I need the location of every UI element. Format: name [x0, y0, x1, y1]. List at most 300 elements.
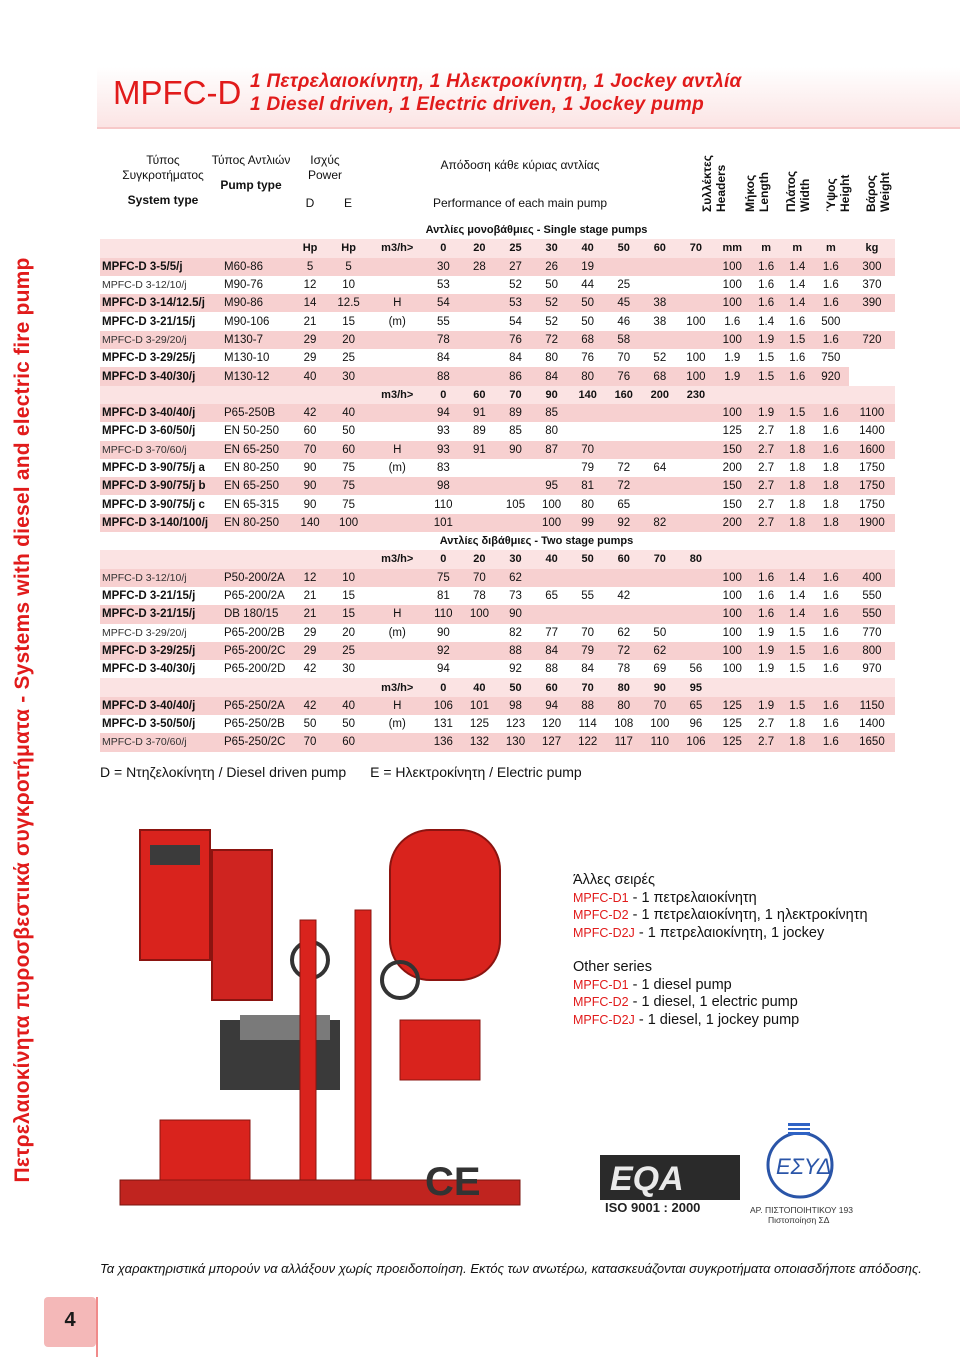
- table-cell: [642, 495, 678, 513]
- table-cell: 550: [849, 605, 895, 623]
- table-cell: 1.8: [782, 715, 813, 733]
- table-cell: 98: [497, 697, 533, 715]
- system-code: MPFC-D 3-29/20/j: [100, 624, 222, 642]
- table-cell: [461, 477, 497, 495]
- table-cell: 1.9: [714, 367, 751, 385]
- table-cell: 84: [534, 367, 570, 385]
- table-cell: 500: [813, 312, 849, 330]
- svg-text:EQA: EQA: [610, 1160, 684, 1198]
- pump-code: P65-200/2A: [222, 587, 292, 605]
- unit-cell: 60: [461, 386, 497, 404]
- system-type-en: System type: [127, 193, 199, 207]
- table-cell: 50: [328, 422, 369, 440]
- table-cell: 1.5: [782, 660, 813, 678]
- unit-cell: [782, 386, 813, 404]
- table-cell: [534, 569, 570, 587]
- unit-cell: 0: [425, 239, 461, 257]
- table-cell: 83: [425, 459, 461, 477]
- headers-col: [700, 155, 728, 212]
- table-cell: 91: [461, 404, 497, 422]
- table-row: [100, 331, 895, 349]
- table-cell: 40: [328, 404, 369, 422]
- table-cell: 150: [714, 495, 751, 513]
- unit-cell: m: [751, 239, 782, 257]
- table-cell: [534, 459, 570, 477]
- unit-cell: [782, 678, 813, 696]
- system-code: MPFC-D 3-70/60/j: [100, 733, 222, 751]
- table-cell: 123: [497, 715, 533, 733]
- unit-cell: [714, 678, 751, 696]
- table-cell: [678, 276, 714, 294]
- power-en: Power: [307, 168, 342, 182]
- pump-code: EN 80-250: [222, 459, 292, 477]
- pump-code: EN 50-250: [222, 422, 292, 440]
- table-cell: [461, 459, 497, 477]
- page-number-box: [44, 1297, 96, 1347]
- table-cell: [461, 349, 497, 367]
- table-cell: 62: [606, 624, 642, 642]
- table-cell: 52: [534, 312, 570, 330]
- table-cell: 45: [606, 294, 642, 312]
- table-cell: 96: [678, 715, 714, 733]
- unit-cell: [222, 678, 292, 696]
- top-band: [97, 0, 960, 70]
- table-cell: [369, 258, 425, 276]
- table-cell: 1.9: [751, 331, 782, 349]
- pump-code: M130-7: [222, 331, 292, 349]
- table-cell: 68: [570, 331, 606, 349]
- series-text: - 1 diesel pump: [628, 976, 732, 993]
- unit-cell: [100, 239, 222, 257]
- table-cell: 12: [292, 569, 328, 587]
- table-cell: 70: [642, 697, 678, 715]
- table-cell: [369, 477, 425, 495]
- table-cell: 1.8: [813, 514, 849, 532]
- table-cell: 81: [425, 587, 461, 605]
- performance-gr: Απόδοση κάθε κύριας αντλίας: [440, 158, 600, 172]
- table-cell: 68: [642, 367, 678, 385]
- unit-cell: 40: [570, 239, 606, 257]
- table-cell: [642, 404, 678, 422]
- series-gr-item: [573, 925, 868, 943]
- series-code: MPFC-D2J: [573, 925, 635, 940]
- table-cell: 70: [570, 624, 606, 642]
- unit-cell: 70: [497, 386, 533, 404]
- system-code: MPFC-D 3-60/50/j: [100, 422, 222, 440]
- logos-svg: [425, 1120, 890, 1230]
- table-cell: 56: [678, 660, 714, 678]
- table-cell: 100: [678, 349, 714, 367]
- table-cell: 70: [292, 441, 328, 459]
- table-cell: 86: [497, 367, 533, 385]
- table-cell: [606, 441, 642, 459]
- table-cell: 50: [570, 294, 606, 312]
- model-title: MPFC-D: [113, 74, 242, 111]
- table-cell: 100: [534, 514, 570, 532]
- table-cell: 95: [534, 477, 570, 495]
- table-cell: 85: [497, 422, 533, 440]
- table-cell: 72: [606, 642, 642, 660]
- pump-system-photo: [100, 790, 570, 1240]
- table-cell: 62: [642, 642, 678, 660]
- table-cell: 106: [678, 733, 714, 751]
- pump-system-illustration: [100, 790, 570, 1240]
- table-cell: 100: [534, 495, 570, 513]
- table-cell: [461, 367, 497, 385]
- table-cell: [606, 569, 642, 587]
- table-cell: [369, 276, 425, 294]
- system-code: MPFC-D 3-21/15/j: [100, 605, 222, 623]
- table-cell: 2.7: [751, 495, 782, 513]
- table-cell: [461, 660, 497, 678]
- table-cell: 90: [292, 459, 328, 477]
- table-cell: 98: [425, 477, 461, 495]
- table-cell: 100: [714, 276, 751, 294]
- unit-cell: [222, 386, 292, 404]
- pump-code: M90-86: [222, 294, 292, 312]
- series-text: - 1 πετρελαιοκίνητη, 1 ηλεκτροκίνητη: [628, 907, 868, 923]
- height-en: Height: [838, 174, 852, 212]
- system-code: MPFC-D 3-40/40/j: [100, 404, 222, 422]
- table-cell: [678, 587, 714, 605]
- series-gr-item: [573, 890, 868, 908]
- table-row: [100, 276, 895, 294]
- table-cell: [678, 459, 714, 477]
- unit-cell: [222, 239, 292, 257]
- table-cell: 122: [570, 733, 606, 751]
- section-title: Αντλίες διβάθμιες - Two stage pumps: [100, 532, 895, 550]
- table-cell: 1.8: [813, 477, 849, 495]
- pump-code: M90-76: [222, 276, 292, 294]
- width-col: [784, 171, 812, 212]
- table-cell: 370: [849, 276, 895, 294]
- table-cell: [642, 569, 678, 587]
- col-d: D: [305, 196, 315, 210]
- table-cell: 53: [497, 294, 533, 312]
- unit-cell: [328, 678, 369, 696]
- table-cell: 82: [642, 514, 678, 532]
- table-cell: 30: [328, 660, 369, 678]
- table-cell: 1.5: [782, 404, 813, 422]
- table-cell: 40: [328, 697, 369, 715]
- table-cell: 80: [534, 422, 570, 440]
- unit-cell: m: [813, 239, 849, 257]
- unit-cell: 60: [606, 550, 642, 568]
- unit-cell: kg: [849, 239, 895, 257]
- table-cell: 2.7: [751, 422, 782, 440]
- table-cell: 720: [849, 331, 895, 349]
- system-code: MPFC-D 3-50/50/j: [100, 715, 222, 733]
- unit-cell: m3/h>: [369, 550, 425, 568]
- table-cell: 90: [292, 477, 328, 495]
- table-cell: [678, 441, 714, 459]
- table-row: [100, 587, 895, 605]
- height-col: [824, 175, 852, 212]
- table-cell: 30: [425, 258, 461, 276]
- table-cell: [606, 422, 642, 440]
- table-cell: 114: [570, 715, 606, 733]
- system-code: MPFC-D 3-40/30/j: [100, 660, 222, 678]
- series-gr-title: Άλλες σειρές: [573, 872, 655, 888]
- table-cell: 53: [425, 276, 461, 294]
- table-cell: 90: [292, 495, 328, 513]
- table-cell: H: [369, 294, 425, 312]
- table-cell: 78: [461, 587, 497, 605]
- table-cell: [534, 605, 570, 623]
- table-cell: 1.6: [813, 605, 849, 623]
- table-cell: (m): [369, 459, 425, 477]
- unit-cell: [813, 678, 849, 696]
- unit-cell: mm: [714, 239, 751, 257]
- width-en: Width: [798, 178, 812, 212]
- table-cell: 10: [328, 569, 369, 587]
- table-row: [100, 514, 895, 532]
- table-cell: 20: [328, 624, 369, 642]
- table-cell: 80: [570, 495, 606, 513]
- series-code: MPFC-D2: [573, 995, 629, 1009]
- table-cell: 750: [813, 349, 849, 367]
- table-cell: 93: [425, 441, 461, 459]
- unit-cell: 0: [425, 550, 461, 568]
- table-cell: 300: [849, 258, 895, 276]
- table-cell: 64: [642, 459, 678, 477]
- table-cell: 15: [328, 605, 369, 623]
- cert-subtitle: Πιστοποίηση ΣΔ: [768, 1215, 830, 1225]
- table-cell: H: [369, 605, 425, 623]
- unit-cell: [292, 678, 328, 696]
- table-cell: 72: [534, 331, 570, 349]
- unit-cell: [813, 550, 849, 568]
- table-cell: 1.6: [782, 312, 813, 330]
- table-cell: 1.8: [782, 422, 813, 440]
- table-cell: [642, 477, 678, 495]
- table-cell: 54: [497, 312, 533, 330]
- weight-en: Weight: [878, 172, 892, 212]
- table-cell: 100: [678, 367, 714, 385]
- table-cell: 1.4: [782, 276, 813, 294]
- table-cell: H: [369, 441, 425, 459]
- table-cell: 100: [714, 624, 751, 642]
- table-cell: [461, 276, 497, 294]
- pump-code: M90-106: [222, 312, 292, 330]
- table-cell: 79: [570, 459, 606, 477]
- table-cell: [369, 569, 425, 587]
- series-code: MPFC-D2: [573, 908, 629, 922]
- pump-code: M130-12: [222, 367, 292, 385]
- table-cell: 84: [425, 349, 461, 367]
- weight-gr: Βάρος: [864, 174, 878, 212]
- table-cell: [369, 404, 425, 422]
- table-cell: (m): [369, 624, 425, 642]
- table-cell: 21: [292, 587, 328, 605]
- series-text: - 1 diesel, 1 jockey pump: [634, 1011, 800, 1028]
- unit-cell: 30: [497, 550, 533, 568]
- legend: [100, 764, 602, 780]
- table-cell: 1.6: [813, 660, 849, 678]
- units-row: [100, 386, 895, 404]
- table-cell: 55: [425, 312, 461, 330]
- table-cell: 150: [714, 477, 751, 495]
- table-cell: 80: [606, 697, 642, 715]
- table-cell: 46: [606, 312, 642, 330]
- table-cell: 1.8: [782, 495, 813, 513]
- table-cell: 1.8: [782, 733, 813, 751]
- unit-cell: 90: [642, 678, 678, 696]
- units-row: [100, 550, 895, 568]
- table-cell: 1.4: [782, 587, 813, 605]
- table-cell: 1.5: [782, 697, 813, 715]
- table-cell: 70: [606, 349, 642, 367]
- title-english: 1 Diesel driven, 1 Electric driven, 1 Jockey pump: [250, 94, 705, 115]
- pump-code: EN 65-250: [222, 441, 292, 459]
- unit-cell: 60: [642, 239, 678, 257]
- table-cell: (m): [369, 715, 425, 733]
- power-gr: Ισχύς: [310, 153, 340, 167]
- system-type-gr: Τύπος Συγκροτήματος: [122, 153, 204, 182]
- table-row: [100, 477, 895, 495]
- table-cell: [570, 404, 606, 422]
- table-cell: 99: [570, 514, 606, 532]
- pump-code: P65-250/2B: [222, 715, 292, 733]
- table-cell: 100: [714, 294, 751, 312]
- table-cell: 94: [425, 404, 461, 422]
- table-cell: [570, 605, 606, 623]
- system-code: MPFC-D 3-21/15/j: [100, 312, 222, 330]
- table-cell: [369, 587, 425, 605]
- table-cell: 1400: [849, 715, 895, 733]
- table-cell: 38: [642, 312, 678, 330]
- table-cell: 88: [534, 660, 570, 678]
- sidebar: [0, 0, 46, 1357]
- table-cell: 100: [714, 587, 751, 605]
- table-cell: 1150: [849, 697, 895, 715]
- table-cell: 69: [642, 660, 678, 678]
- table-cell: 90: [497, 605, 533, 623]
- table-cell: 130: [497, 733, 533, 751]
- table-cell: 70: [292, 733, 328, 751]
- table-cell: 2.7: [751, 733, 782, 751]
- table-cell: 52: [497, 276, 533, 294]
- col-e: E: [343, 196, 352, 210]
- table-row: [100, 258, 895, 276]
- table-cell: 110: [425, 605, 461, 623]
- table-cell: 52: [534, 294, 570, 312]
- table-cell: 136: [425, 733, 461, 751]
- table-cell: 91: [461, 441, 497, 459]
- table-cell: [461, 624, 497, 642]
- table-row: [100, 495, 895, 513]
- table-cell: 88: [497, 642, 533, 660]
- table-cell: 65: [678, 697, 714, 715]
- table-cell: 1.5: [751, 367, 782, 385]
- table-cell: 70: [570, 441, 606, 459]
- series-code: MPFC-D1: [573, 977, 629, 992]
- units-row: [100, 678, 895, 696]
- unit-cell: 50: [497, 678, 533, 696]
- table-cell: 125: [461, 715, 497, 733]
- table-cell: 29: [292, 624, 328, 642]
- table-cell: 89: [497, 404, 533, 422]
- table-cell: 93: [425, 422, 461, 440]
- table-cell: 85: [534, 404, 570, 422]
- table-cell: 1.6: [813, 715, 849, 733]
- table-cell: [642, 441, 678, 459]
- table-cell: 1400: [849, 422, 895, 440]
- table-cell: 125: [714, 422, 751, 440]
- unit-cell: [714, 550, 751, 568]
- table-cell: 75: [425, 569, 461, 587]
- section-title: Αντλίες μονοβάθμιες - Single stage pumps: [100, 221, 895, 239]
- table-cell: [369, 660, 425, 678]
- table-cell: [678, 294, 714, 312]
- table-cell: 19: [570, 258, 606, 276]
- system-code: MPFC-D 3-40/30/j: [100, 367, 222, 385]
- table-cell: 87: [534, 441, 570, 459]
- unit-cell: 25: [497, 239, 533, 257]
- table-cell: 1.8: [813, 459, 849, 477]
- table-cell: 1600: [849, 441, 895, 459]
- table-cell: 1.6: [782, 349, 813, 367]
- pump-code: P65-250/2C: [222, 733, 292, 751]
- pump-type-en: Pump type: [220, 178, 282, 192]
- table-cell: 90: [497, 441, 533, 459]
- table-cell: 131: [425, 715, 461, 733]
- table-cell: 1.9: [714, 349, 751, 367]
- table-cell: 1.5: [782, 331, 813, 349]
- series-en-item: [573, 994, 868, 1012]
- table-cell: 970: [849, 660, 895, 678]
- table-cell: 1.4: [782, 294, 813, 312]
- unit-cell: [714, 386, 751, 404]
- unit-cell: Hp: [328, 239, 369, 257]
- unit-cell: [292, 386, 328, 404]
- pump-code: P65-250B: [222, 404, 292, 422]
- table-cell: 390: [849, 294, 895, 312]
- table-cell: 29: [292, 349, 328, 367]
- table-cell: 84: [570, 660, 606, 678]
- table-cell: 72: [606, 477, 642, 495]
- system-code: MPFC-D 3-14/12.5/j: [100, 294, 222, 312]
- table-cell: [570, 422, 606, 440]
- unit-cell: Hp: [292, 239, 328, 257]
- table-cell: 1.8: [782, 441, 813, 459]
- title-greek: 1 Πετρελαιοκίνητη, 1 Ηλεκτροκίνητη, 1 Jockey αντλία: [250, 71, 742, 92]
- table-cell: 88: [570, 697, 606, 715]
- table-cell: [461, 514, 497, 532]
- headers-gr: Συλλέκτες: [700, 155, 714, 212]
- series-en-item: [573, 977, 868, 995]
- table-cell: 108: [606, 715, 642, 733]
- table-cell: 76: [497, 331, 533, 349]
- table-cell: [642, 276, 678, 294]
- table-row: [100, 404, 895, 422]
- table-cell: 1.6: [813, 733, 849, 751]
- system-code: MPFC-D 3-5/5/j: [100, 258, 222, 276]
- table-cell: 125: [714, 697, 751, 715]
- table-cell: 76: [606, 367, 642, 385]
- table-cell: 21: [292, 312, 328, 330]
- table-cell: [369, 367, 425, 385]
- table-cell: [642, 258, 678, 276]
- table-cell: 1.9: [751, 660, 782, 678]
- table-cell: 1.8: [782, 477, 813, 495]
- table-cell: 1.9: [751, 642, 782, 660]
- table-cell: 78: [606, 660, 642, 678]
- pump-code: EN 65-315: [222, 495, 292, 513]
- table-row: [100, 733, 895, 751]
- table-cell: [497, 459, 533, 477]
- width-gr: Πλάτος: [784, 170, 798, 212]
